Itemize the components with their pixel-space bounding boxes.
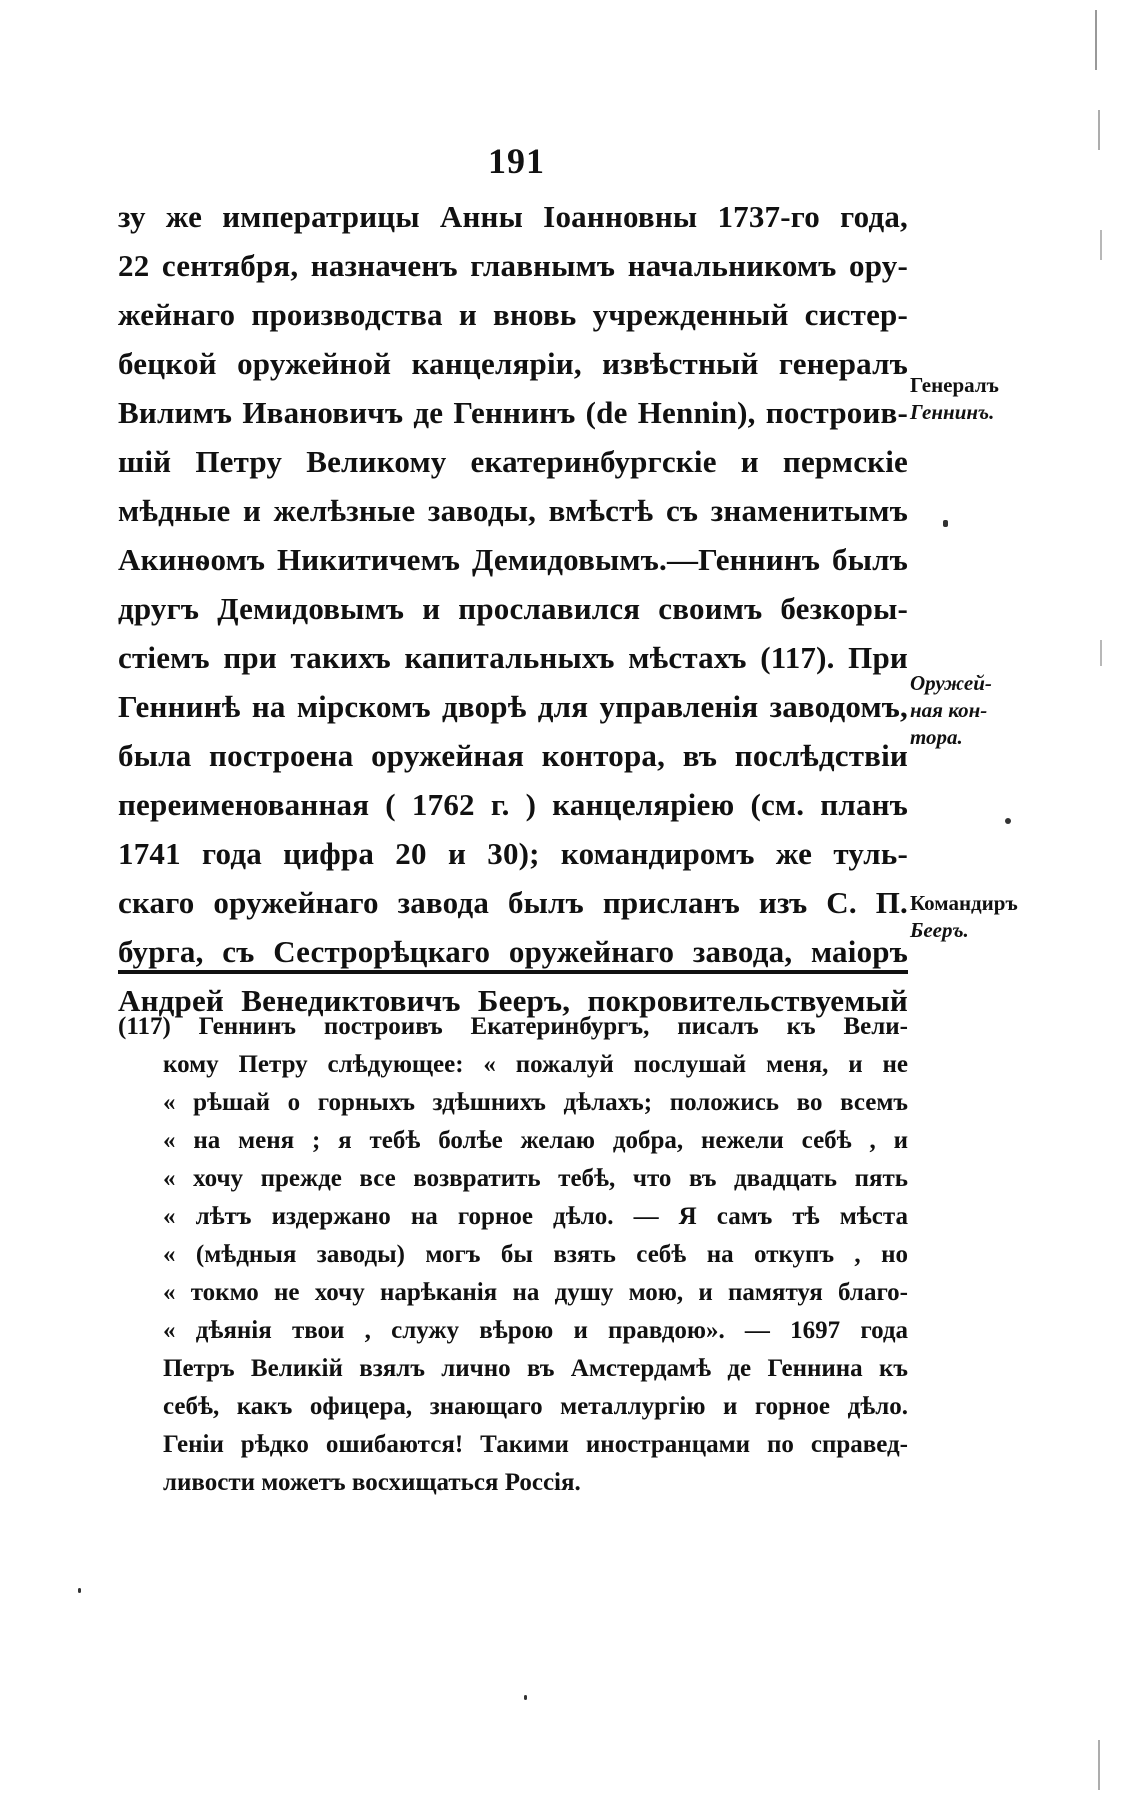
scan-speck [1098,1740,1100,1790]
footnote-separator-rule [118,970,908,974]
footnote-line: « (мѣдныя заводы) могъ бы взять себѣ на откупъ , но [163,1241,908,1268]
scan-speck [1100,230,1102,260]
footnote-line: « на меня ; я тебѣ болѣе желаю добра, нежели себѣ , и [163,1127,908,1154]
footnote-line: « дѣянія твои , служу вѣрою и правдою». — 1697 года [163,1317,908,1344]
main-text-line: 22 сентября, назначенъ главнымъ начальникомъ ору- [118,248,908,283]
margin-note-line: Генералъ [910,373,999,397]
main-text-line: скаго оружейнаго завода былъ присланъ изъ С. П. [118,885,908,920]
margin-note-line: ная кон- [910,698,988,722]
main-text-line: Андрей Венедиктовичъ Бееръ, покровительствуемый [118,983,908,1018]
main-text-line: Вилимъ Ивановичъ де Геннинъ (de Hennin), построив- [118,395,908,430]
main-text-line: зу же императрицы Анны Іоанновны 1737-го года, [118,199,908,234]
margin-note-commander-beer [910,890,1038,944]
main-text-line: 1741 года цифра 20 и 30); командиромъ же туль- [118,836,908,871]
main-text-line: мѣдные и желѣзные заводы, вмѣстѣ съ знаменитымъ [118,493,908,528]
main-text-line: шій Петру Великому екатеринбургскіе и пермскіе [118,444,908,479]
margin-note-general-gennin [910,372,1038,426]
margin-note-line: тора. [910,725,963,749]
margin-note-line: Бееръ. [910,918,969,942]
footnote-line: « хочу прежде все возвратить тебѣ, что въ двадцать пять [163,1165,908,1192]
footnote-line: (117) Геннинъ построивъ Екатеринбургъ, писалъ къ Вели- [118,1013,908,1040]
footnote-line: ливости можетъ восхищаться Россія. [163,1469,581,1496]
scan-speck [1098,110,1100,150]
main-text-line: жейнаго производства и вновь учрежденный систер- [118,297,908,332]
main-text-line: была построена оружейная контора, въ послѣдствіи [118,738,908,773]
scan-speck [1100,640,1102,666]
main-text-line: бецкой оружейной канцеляріи, извѣстный генералъ [118,346,908,381]
footnote-117 [118,1008,908,1502]
margin-note-armory-office [910,670,1038,751]
footnote-line: Петръ Великій взялъ лично въ Амстердамѣ де Геннина къ [163,1355,908,1382]
main-text-line: Акинѳомъ Никитичемъ Демидовымъ.—Геннинъ былъ [118,542,908,577]
scan-speck [78,1588,81,1593]
margin-note-line: Командиръ [910,891,1018,915]
page-number: 191 [488,141,545,181]
main-text [118,192,908,1025]
main-text-line: бурга, съ Сестрорѣцкаго оружейнаго завода, маіоръ [118,934,908,969]
scan-speck [943,520,948,527]
margin-note-line: Оружей- [910,671,992,695]
scan-speck [1095,10,1097,70]
footnote-line: кому Петру слѣдующее: « пожалуй послушай меня, и не [163,1051,908,1078]
margin-note-line: Геннинъ. [910,400,995,424]
scan-speck [1005,818,1011,824]
main-text-line: переименованная ( 1762 г. ) канцеляріею (см. планъ [118,787,908,822]
footnote-line: себѣ, какъ офицера, знающаго металлургію и горное дѣло. [163,1393,908,1420]
footnote-line: Геніи рѣдко ошибаются! Такими иностранцами по справед- [163,1431,908,1458]
main-text-line: Геннинѣ на мірскомъ дворѣ для управленія заводомъ, [118,689,908,724]
footnote-line: « лѣтъ издержано на горное дѣло. — Я самъ тѣ мѣста [163,1203,908,1230]
main-text-line: другъ Демидовымъ и прославился своимъ безкоры- [118,591,908,626]
footnote-line: « токмо не хочу нарѣканія на душу мою, и памятуя благо- [163,1279,908,1306]
main-text-line: стіемъ при такихъ капитальныхъ мѣстахъ (117). При [118,640,908,675]
scan-speck [524,1695,527,1700]
footnote-line: « рѣшай о горныхъ здѣшнихъ дѣлахъ; положись во всемъ [163,1089,908,1116]
